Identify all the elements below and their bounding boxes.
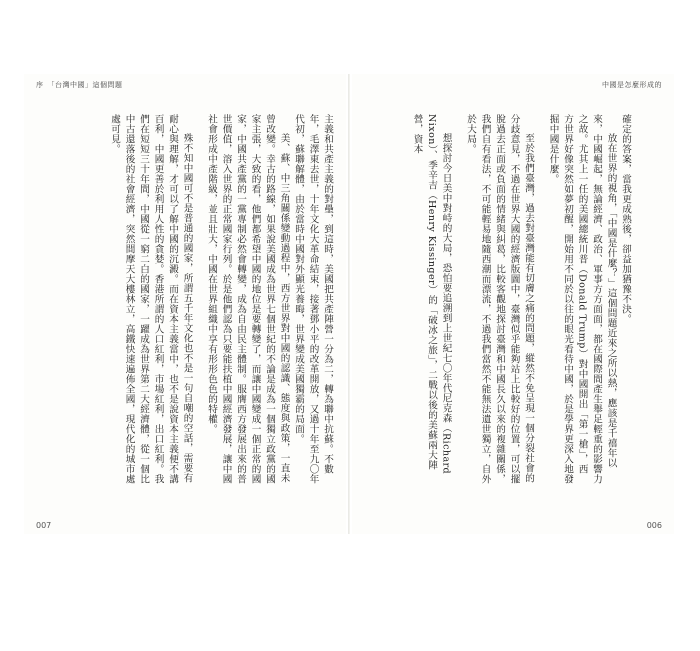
left-body-text bbox=[34, 114, 334, 484]
right-paragraph-1: 確定的答案，當我更成熟後，卻益加猶豫不決。 bbox=[620, 114, 631, 324]
gutter-divider bbox=[348, 74, 350, 534]
right-paragraph-4: 想探討今日美中對峙的大局，恐怕要追溯到上世紀七〇年代尼克森（Richard Nixon）、季辛吉（Henry Kissinger）的「破冰之旅」，二戰以後的美蘇兩大陣營，資本 bbox=[411, 114, 452, 475]
left-paragraph-3: 殊不知中國可不是普通的國家，所謂五千年文化也不是一句自嘲的空話，需要有耐心與理解，才可以了解中國的沉澱。而在資本主義當中，也不是說資本主義便不講百利，中國更善於利用人性的貪婪。香港所謂的人口紅利，市場紅利，出口紅利。我們在短短三十年間，中國從一窮二白的國家，一躍成為世界第二大經濟體，從一個比中古還落後的社會經濟，突然間摩天大樓林立，高鐵快速遍佈全國，現代化的城市處處可見。 bbox=[109, 114, 193, 484]
left-running-head: 序 「台灣中國」這個問題 bbox=[36, 81, 123, 89]
left-paragraph-2: 美、蘇、中三角關係變動過程中，西方世界對中國的認識、態度與政策，一直未曾改變。幸古的路線，如果說美國成為世界七個世紀的不論是成為一個獨立政黨的國家主張，大致的看，他們都希望中國的地位是要轉變了，而讓中國變成一個正常的國家，中國共產黨的一黨專制必然會轉變，成為自由民主體制。服膺西方發展出來的普世價值，溶入世界的正常國家行列。於是他們認為只要能扶植中國經濟發展，讓中國社會形成中產階級，並且壯大，中國在世界組織中享有形形色色的特權。 bbox=[206, 114, 290, 484]
right-running-head: 中國是怎麼形成的 bbox=[602, 81, 662, 89]
right-page bbox=[352, 74, 674, 534]
right-paragraph-2: 放在世界的視角，「中國是什麼？」這個問題近來之所以熱，應該是千禧年以來，中國崛起，無論經濟、政治、軍事方方面面，都在國際間產生舉足輕重的影響力之故。尤其上一任的美國總統川普（Donald Trump）對中國開出「第一槍」，西方世界好像突然如夢初醒，開始用不同於以往的眼光看待中國，於是學界更深入地發掘中國是什麼。 bbox=[547, 114, 617, 484]
left-page bbox=[24, 74, 346, 534]
left-page-number: 007 bbox=[36, 521, 52, 530]
right-paragraph-3: 至於我們臺灣，過去對臺灣能有切膚之痛的問題，縱然不免呈現一個分裂社會的分歧意見，不過在世界大國的經濟版圖中，臺灣似乎能夠站上比較好的位置，可以擺脫過去正面或負面的情緒與糾葛，比較客觀地探討臺灣和中國長久以來的複雜關係，我們自有看法，不可能輕易地隨西潮而漂流，不過我們當然不能無法遺世獨立，自外於大局。 bbox=[465, 114, 534, 484]
right-page-number: 006 bbox=[646, 521, 662, 530]
right-body-text bbox=[380, 114, 632, 484]
left-paragraph-1: 主義和共產主義的對壘，到這時，美國把共產陣營一分為二，轉為聯中抗蘇。不數年，毛澤東去世，十年文化大革命結束，接著鄧小平的改革開放，又過十年至九〇年代初，蘇聯解體，由於當時中國對外顯光養晦，世界變成美國獨霸的局面。 bbox=[293, 114, 333, 484]
